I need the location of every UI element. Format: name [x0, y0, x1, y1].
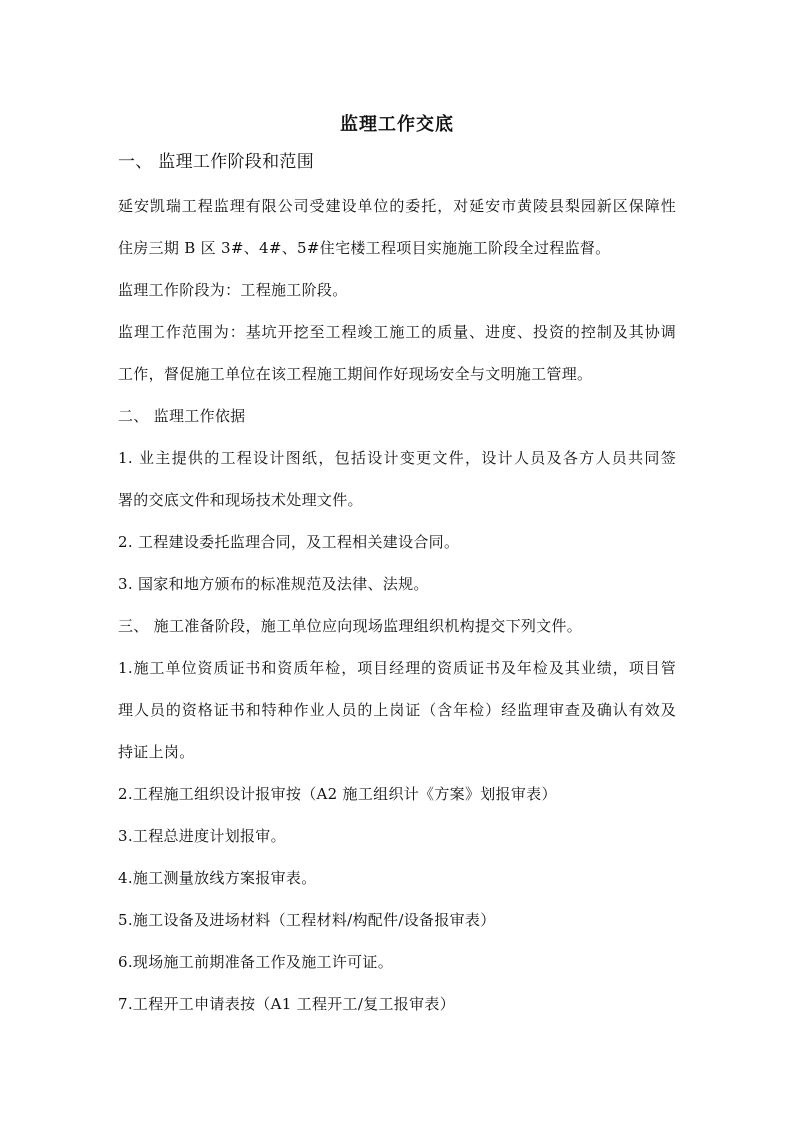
list-item-line: 持证上岗。: [118, 743, 195, 761]
paragraph-line: 延安凯瑞工程监理有限公司受建设单位的委托，对延安市黄陵县梨园新区保障性: [118, 197, 676, 215]
list-item-line: 2.工程施工组织设计报审按（A2 施工组织计《方案》划报审表）: [118, 785, 557, 803]
paragraph-line: 监理工作阶段为：工程施工阶段。: [118, 281, 348, 299]
section-heading-2: 二、 监理工作依据: [118, 407, 246, 425]
list-item-line: 6.现场施工前期准备工作及施工许可证。: [118, 953, 394, 971]
list-item-line: 5.施工设备及进场材料（工程材料/构配件/设备报审表）: [118, 911, 496, 929]
list-item-line: 署的交底文件和现场技术处理文件。: [118, 491, 363, 509]
list-item-line: 1. 业主提供的工程设计图纸，包括设计变更文件，设计人员及各方人员共同签: [118, 449, 676, 467]
list-item-line: 4.施工测量放线方案报审表。: [118, 869, 317, 887]
paragraph-line: 住房三期 B 区 3#、4#、5#住宅楼工程项目实施施工阶段全过程监督。: [118, 239, 611, 257]
section-heading-1: 一、 监理工作阶段和范围: [118, 152, 315, 172]
list-item-line: 2. 工程建设委托监理合同，及工程相关建设合同。: [118, 533, 460, 551]
list-item-line: 3. 国家和地方颁布的标准规范及法律、法规。: [118, 575, 429, 593]
document-title: 监理工作交底: [340, 114, 454, 135]
paragraph-line: 监理工作范围为：基坑开挖至工程竣工施工的质量、进度、投资的控制及其协调: [118, 323, 676, 341]
list-item-line: 7.工程开工申请表按（A1 工程开工/复工报审表）: [118, 995, 456, 1013]
section-heading-3: 三、 施工准备阶段，施工单位应向现场监理组织机构提交下列文件。: [118, 617, 583, 635]
paragraph-line: 工作，督促施工单位在该工程施工期间作好现场安全与文明施工管理。: [118, 365, 593, 383]
list-item-line: 3.工程总进度计划报审。: [118, 827, 286, 845]
list-item-line: 理人员的资格证书和特种作业人员的上岗证（含年检）经监理审查及确认有效及: [118, 701, 676, 719]
list-item-line: 1.施工单位资质证书和资质年检，项目经理的资质证书及年检及其业绩，项目管: [118, 659, 676, 677]
